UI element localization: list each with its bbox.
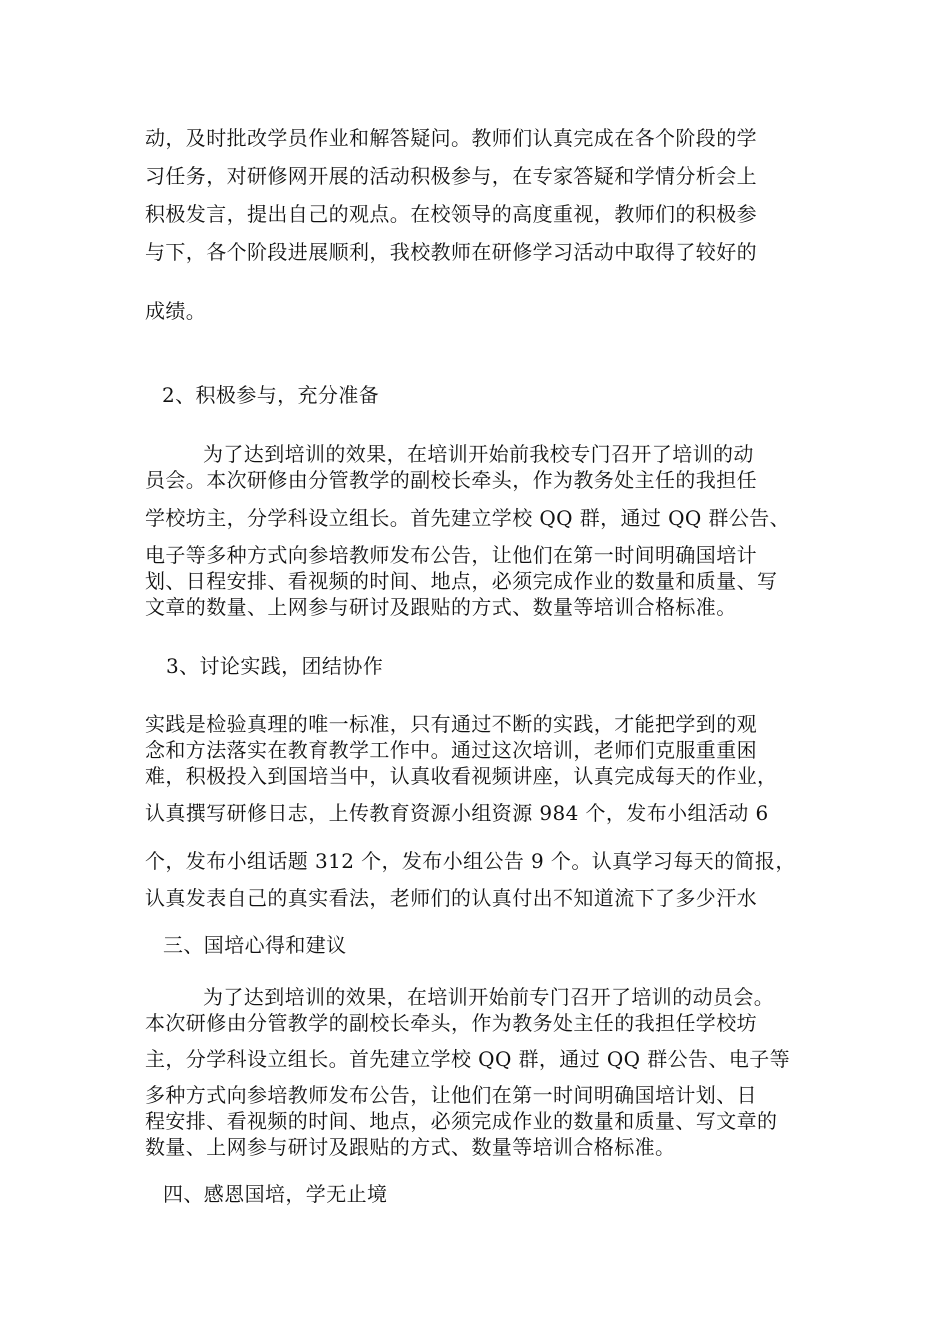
paragraph-line: 个，发布小组话题 312 个，发布小组公告 9 个。认真学习每天的简报， — [145, 849, 796, 873]
paragraph-line: 电子等多种方式向参培教师发布公告，让他们在第一时间明确国培计 — [145, 543, 757, 567]
paragraph-line: 与下，各个阶段进展顺利，我校教师在研修学习活动中取得了较好的 — [145, 240, 757, 264]
paragraph-line: 程安排、看视频的时间、地点，必须完成作业的数量和质量、写文章的 — [145, 1109, 778, 1133]
paragraph-line: 动，及时批改学员作业和解答疑问。教师们认真完成在各个阶段的学 — [145, 126, 757, 150]
paragraph-line: 习任务，对研修网开展的活动积极参与，在专家答疑和学情分析会上 — [145, 164, 757, 188]
paragraph-line: 积极发言，提出自己的观点。在校领导的高度重视，教师们的积极参 — [145, 202, 757, 226]
section-heading-2: 2、积极参与，充分准备 — [162, 383, 380, 407]
section-heading-3: 3、讨论实践，团结协作 — [166, 654, 384, 678]
paragraph-line: 多种方式向参培教师发布公告，让他们在第一时间明确国培计划、日 — [145, 1083, 757, 1107]
paragraph-line: 认真发表自己的真实看法，老师们的认真付出不知道流下了多少汗水 — [145, 886, 757, 910]
paragraph-line: 认真撰写研修日志，上传教育资源小组资源 984 个，发布小组活动 6 — [145, 801, 769, 825]
section-heading-four: 四、感恩国培，学无止境 — [163, 1182, 388, 1206]
paragraph-line: 主，分学科设立组长。首先建立学校 QQ 群，通过 QQ 群公告、电子等 — [145, 1047, 791, 1071]
paragraph-line: 实践是检验真理的唯一标准，只有通过不断的实践，才能把学到的观 — [145, 712, 757, 736]
paragraph-line: 难，积极投入到国培当中，认真收看视频讲座，认真完成每天的作业， — [145, 764, 778, 788]
paragraph-line: 本次研修由分管教学的副校长牵头，作为教务处主任的我担任学校坊 — [145, 1011, 757, 1035]
paragraph-line: 文章的数量、上网参与研讨及跟贴的方式、数量等培训合格标准。 — [145, 595, 737, 619]
paragraph-line: 为了达到培训的效果，在培训开始前我校专门召开了培训的动 — [203, 442, 754, 466]
paragraph-line: 为了达到培训的效果，在培训开始前专门召开了培训的动员会。 — [203, 985, 775, 1009]
paragraph-line: 员会。本次研修由分管教学的副校长牵头，作为教务处主任的我担任 — [145, 468, 757, 492]
paragraph-line: 学校坊主，分学科设立组长。首先建立学校 QQ 群，通过 QQ 群公告、 — [145, 506, 791, 530]
paragraph-line: 划、日程安排、看视频的时间、地点，必须完成作业的数量和质量、写 — [145, 569, 778, 593]
paragraph-line: 数量、上网参与研讨及跟贴的方式、数量等培训合格标准。 — [145, 1135, 676, 1159]
section-heading-three: 三、国培心得和建议 — [163, 933, 347, 957]
paragraph-line: 成绩。 — [145, 299, 207, 323]
paragraph-line: 念和方法落实在教育教学工作中。通过这次培训，老师们克服重重困 — [145, 738, 757, 762]
